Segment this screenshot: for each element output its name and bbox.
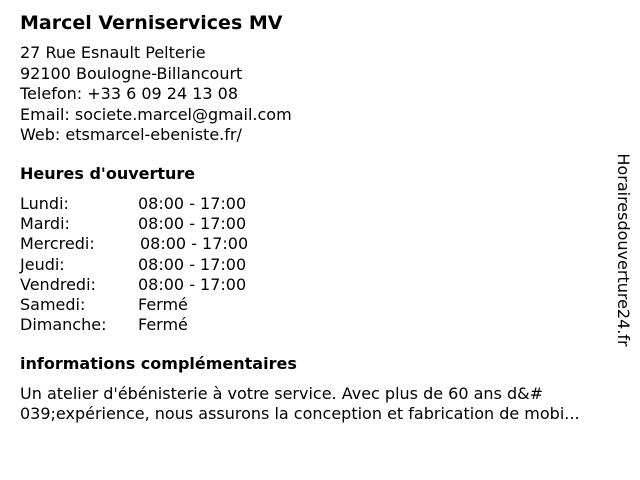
contact-block (20, 43, 292, 146)
website: Web: etsmarcel-ebeniste.fr/ (20, 125, 242, 144)
email-address: Email: societe.marcel@gmail.com (20, 104, 292, 124)
site-watermark: Horairesdouverture24.fr (614, 153, 633, 347)
address-street: 27 Rue Esnault Pelterie (20, 43, 206, 62)
phone-number: Telefon: +33 6 09 24 13 08 (20, 84, 239, 103)
day-label: Mardi: (20, 214, 70, 234)
day-hours: 08:00 - 17:00 (138, 274, 247, 294)
opening-hours-heading: Heures d'ouverture (20, 164, 196, 183)
business-name: Marcel Verniservices MV (20, 12, 283, 34)
day-hours: 08:00 - 17:00 (138, 254, 247, 274)
info-line: 039;expérience, nous assurons la conception et fabrication de mobi... (20, 404, 580, 423)
day-hours: Fermé (138, 294, 188, 314)
additional-info-heading: informations complémentaires (20, 354, 297, 373)
day-label: Dimanche: (20, 315, 107, 335)
day-hours: 08:00 - 17:00 (138, 194, 247, 213)
additional-info-text (20, 384, 630, 424)
info-line: Un atelier d'ébénisterie à votre service. Avec plus de 60 ans d&# (20, 384, 544, 403)
day-label: Vendredi: (20, 274, 96, 294)
day-hours: 08:00 - 17:00 (140, 234, 249, 254)
address-city: 92100 Boulogne-Billancourt (20, 63, 243, 83)
day-label: Mercredi: (20, 234, 95, 254)
day-label: Lundi: (20, 194, 69, 213)
day-label: Samedi: (20, 294, 86, 314)
day-hours: Fermé (138, 315, 188, 335)
day-hours: 08:00 - 17:00 (138, 214, 247, 234)
day-label: Jeudi: (20, 254, 65, 274)
